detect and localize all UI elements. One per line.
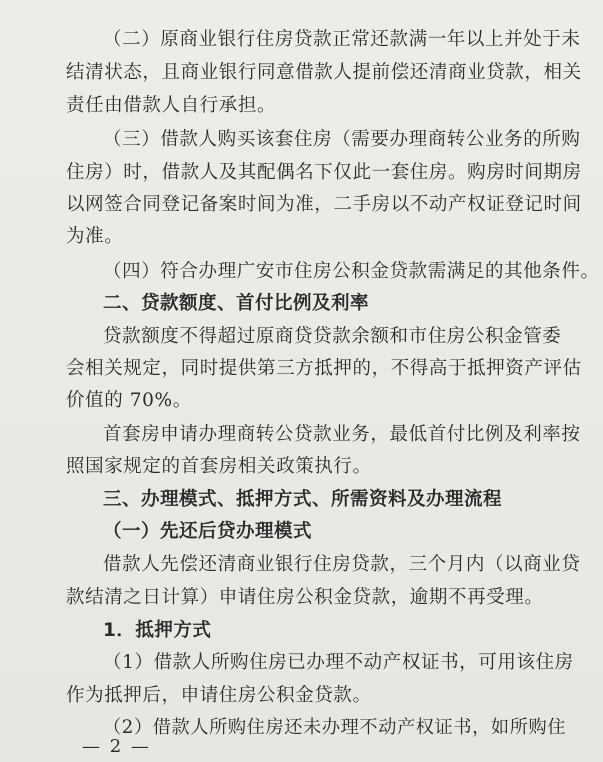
text-line: 责任由借款人自行承担。 — [66, 95, 277, 116]
text-line: 价值的 70%。 — [66, 390, 192, 411]
text-line: 会相关规定，同时提供第三方抵押的，不得高于抵押资产评估 — [66, 358, 582, 379]
text-line: 首套房申请办理商转公贷款业务，最低首付比例及利率按 — [103, 424, 581, 445]
text-line: 以网签合同登记备案时间为准，二手房以不动产权证登记时间 — [66, 194, 582, 215]
text-line: 作为抵押后，申请住房公积金贷款。 — [66, 685, 372, 706]
text-line: 照国家规定的首套房相关政策执行。 — [66, 456, 372, 477]
text-line: （1）借款人所购住房已办理不动产权证书，可用该住房 — [103, 652, 574, 673]
section-heading: 二、贷款额度、首付比例及利率 — [103, 293, 370, 314]
text-line: 结清状态，且商业银行同意借款人提前偿还清商业贷款，相关 — [66, 62, 582, 83]
item-heading: 1．抵押方式 — [103, 620, 212, 641]
text-line: 贷款额度不得超过原商贷贷款余额和市住房公积金管委 — [103, 326, 562, 347]
text-line: （四）符合办理广安市住房公积金贷款需满足的其他条件。 — [103, 261, 600, 282]
text-line: 借款人先偿还清商业银行住房贷款，三个月内（以商业贷 — [103, 554, 581, 575]
text-line: 住房）时，借款人及其配偶名下仅此一套住房。购房时间期房 — [66, 162, 582, 183]
text-line: 款结清之日计算）申请住房公积金贷款，逾期不再受理。 — [66, 587, 544, 608]
text-line: 为准。 — [66, 226, 124, 247]
page-number: — 2 — — [82, 736, 151, 757]
text-line: （三）借款人购买该套住房（需要办理商转公业务的所购 — [103, 129, 581, 150]
text-line: （2）借款人所购住房还未办理不动产权证书，如所购住 — [103, 717, 567, 738]
subsection-heading: （一）先还后贷办理模式 — [103, 521, 313, 542]
text-line: （二）原商业银行住房贷款正常还款满一年以上并处于未 — [103, 29, 581, 50]
section-heading: 三、办理模式、抵押方式、所需资料及办理流程 — [103, 489, 503, 510]
